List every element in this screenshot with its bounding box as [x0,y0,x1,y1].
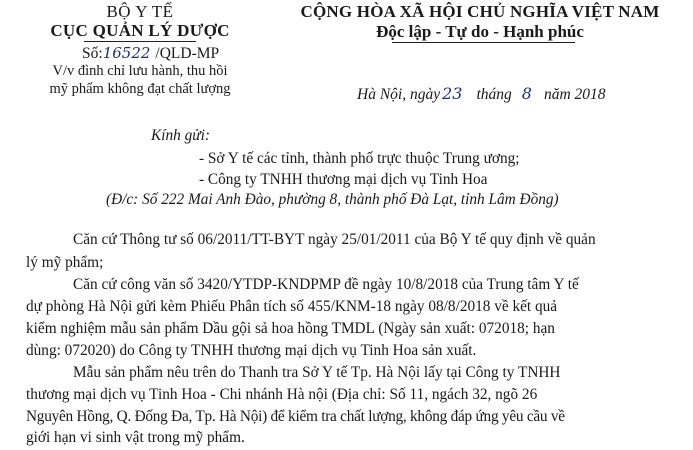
department-name: CỤC QUẢN LÝ DƯỢC [50,21,230,40]
body-line-2: lý mỹ phẩm; [26,254,104,271]
date-year: năm 2018 [543,86,606,103]
body-line-5: kiểm nghiệm mẫu sản phẩm Dầu gội sả hoa hồng TMDL (Ngày sản xuất: 072018; hạn [26,320,555,337]
body-line-3: Căn cứ công văn số 3420/YTDP-KNDPMP đề ngày 10/8/2018 của Trung tâm Y tế [73,276,579,293]
recipients-heading: Kính gửi: [151,127,210,144]
subject-line-1: V/v đình chỉ lưu hành, thu hồi [52,63,228,79]
recipient-item-1: - Sở Y tế các tỉnh, thành phố trực thuộc Trung ương; [199,150,520,167]
date-prefix: Hà Nội, ngày [357,86,441,103]
body-line-9: Nguyên Hồng, Q. Đống Đa, Tp. Hà Nội) để kiểm tra chất lượng, không đáp ứng yêu cầu về [26,408,565,425]
motto-underline [392,42,575,43]
date-month-label: tháng [476,86,512,103]
nation-title: CỘNG HÒA XÃ HỘI CHỦ NGHĨA VIỆT NAM [300,2,660,21]
recipient-address: (Đ/c: Số 222 Mai Anh Đào, phường 8, thành phố Đà Lạt, tỉnh Lâm Đồng) [106,191,559,208]
body-line-6: dùng: 072020) do Công ty TNHH thương mại dịch vụ Tinh Hoa sản xuất. [26,342,477,359]
date-day-handwritten: 23 [442,84,463,103]
recipient-item-2: - Công ty TNHH thương mại dịch vụ Tinh Hoa [199,171,488,188]
doc-number-handwritten: 16522 [102,44,151,62]
issue-date [357,84,606,104]
body-line-4: dự phòng Hà Nội gửi kèm Phiếu Phân tích số 455/KNM-18 ngày 08/8/2018 về kết quả [26,298,558,315]
body-line-8: thương mại dịch vụ Tinh Hoa - Chi nhánh Hà nội (Địa chỉ: Số 11, ngách 32, ngõ 26 [26,386,538,403]
doc-number-suffix: /QLD-MP [155,45,220,62]
ministry-name: BỘ Y TẾ [106,2,174,21]
subject-line-2: mỹ phẩm không đạt chất lượng [49,81,231,97]
department-underline [84,41,196,42]
nation-motto: Độc lập - Tự do - Hạnh phúc [376,22,584,41]
date-month-handwritten: 8 [521,84,532,103]
body-line-7: Mẫu sản phẩm nêu trên do Thanh tra Sở Y tế Tp. Hà Nội lấy tại Công ty TNHH [73,364,561,381]
document-number [82,44,219,63]
body-line-10: giới hạn vi sinh vật trong mỹ phẩm. [26,429,245,446]
doc-number-prefix: Số: [82,45,103,62]
body-line-1: Căn cứ Thông tư số 06/2011/TT-BYT ngày 25/01/2011 của Bộ Y tế quy định về quản [73,231,596,248]
